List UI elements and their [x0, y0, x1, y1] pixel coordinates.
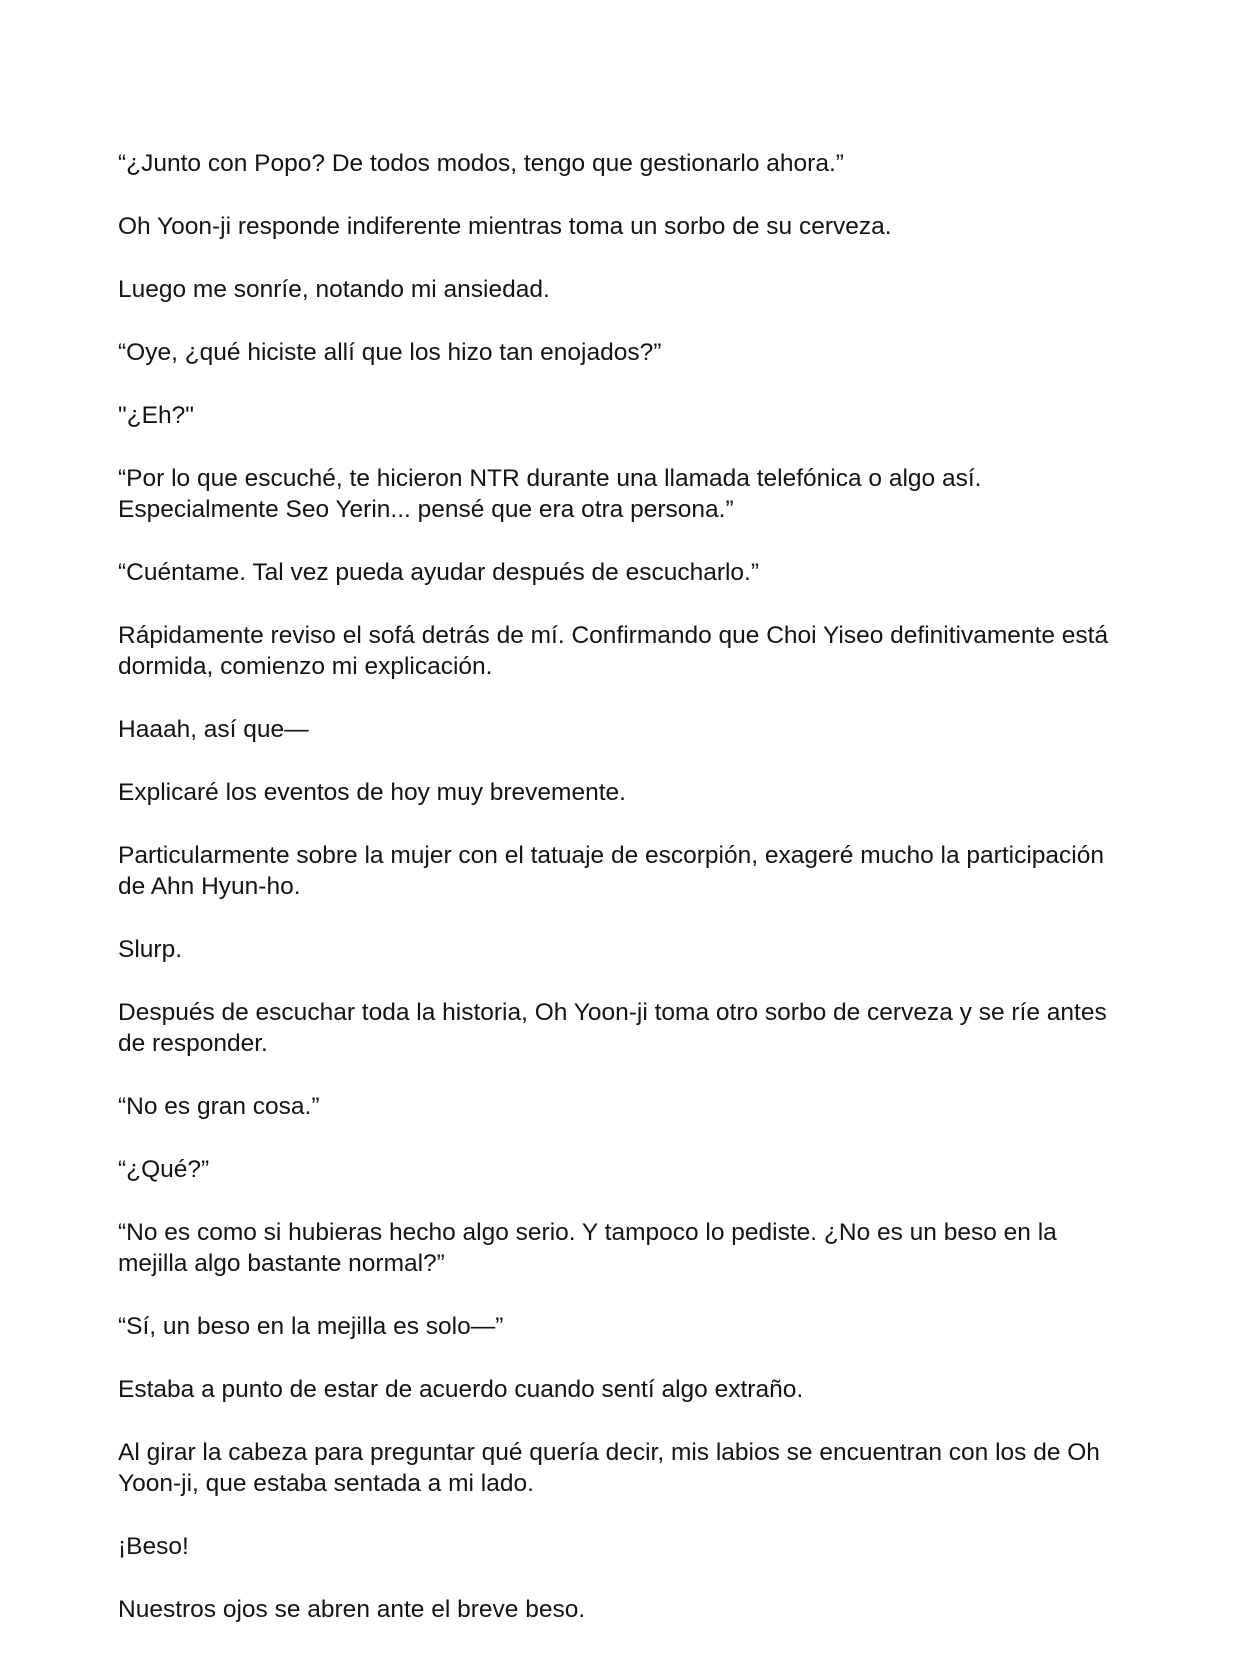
- paragraph: Haaah, así que—: [118, 716, 309, 743]
- paragraph: ¡Beso!: [118, 1533, 189, 1560]
- paragraph: Estaba a punto de estar de acuerdo cuando sentí algo extraño.: [118, 1376, 804, 1403]
- paragraph: Slurp.: [118, 936, 183, 963]
- paragraph: Luego me sonríe, notando mi ansiedad.: [118, 276, 550, 303]
- paragraph: Nuestros ojos se abren ante el breve beso.: [118, 1596, 586, 1623]
- paragraph: Rápidamente reviso el sofá detrás de mí. Confirmando que Choi Yiseo definitivamente está dormida, comienzo mi explicación.: [118, 622, 1109, 680]
- paragraph: “Oye, ¿qué hiciste allí que los hizo tan enojados?”: [118, 339, 662, 366]
- body-text: [118, 148, 1123, 1657]
- paragraph: “Por lo que escuché, te hicieron NTR durante una llamada telefónica o algo así. Especialmente Seo Yerin... pensé que era otra persona.”: [118, 465, 982, 523]
- paragraph: Después de escuchar toda la historia, Oh Yoon-ji toma otro sorbo de cerveza y se ríe antes de responder.: [118, 999, 1107, 1057]
- paragraph: “¿Junto con Popo? De todos modos, tengo que gestionarlo ahora.”: [118, 150, 844, 177]
- paragraph: Oh Yoon-ji responde indiferente mientras toma un sorbo de su cerveza.: [118, 213, 892, 240]
- paragraph: “Sí, un beso en la mejilla es solo—”: [118, 1313, 504, 1340]
- paragraph: “Cuéntame. Tal vez pueda ayudar después de escucharlo.”: [118, 559, 760, 586]
- paragraph: Particularmente sobre la mujer con el tatuaje de escorpión, exageré mucho la participación de Ahn Hyun-ho.: [118, 842, 1104, 900]
- paragraph: Al girar la cabeza para preguntar qué quería decir, mis labios se encuentran con los de Oh Yoon-ji, que estaba sentada a mi lado.: [118, 1439, 1100, 1497]
- paragraph: “No es como si hubieras hecho algo serio. Y tampoco lo pediste. ¿No es un beso en la mejilla algo bastante normal?”: [118, 1219, 1057, 1277]
- paragraph: "¿Eh?": [118, 402, 194, 429]
- paragraph: Explicaré los eventos de hoy muy brevemente.: [118, 779, 626, 806]
- paragraph: “No es gran cosa.”: [118, 1093, 320, 1120]
- paragraph: “¿Qué?”: [118, 1156, 210, 1183]
